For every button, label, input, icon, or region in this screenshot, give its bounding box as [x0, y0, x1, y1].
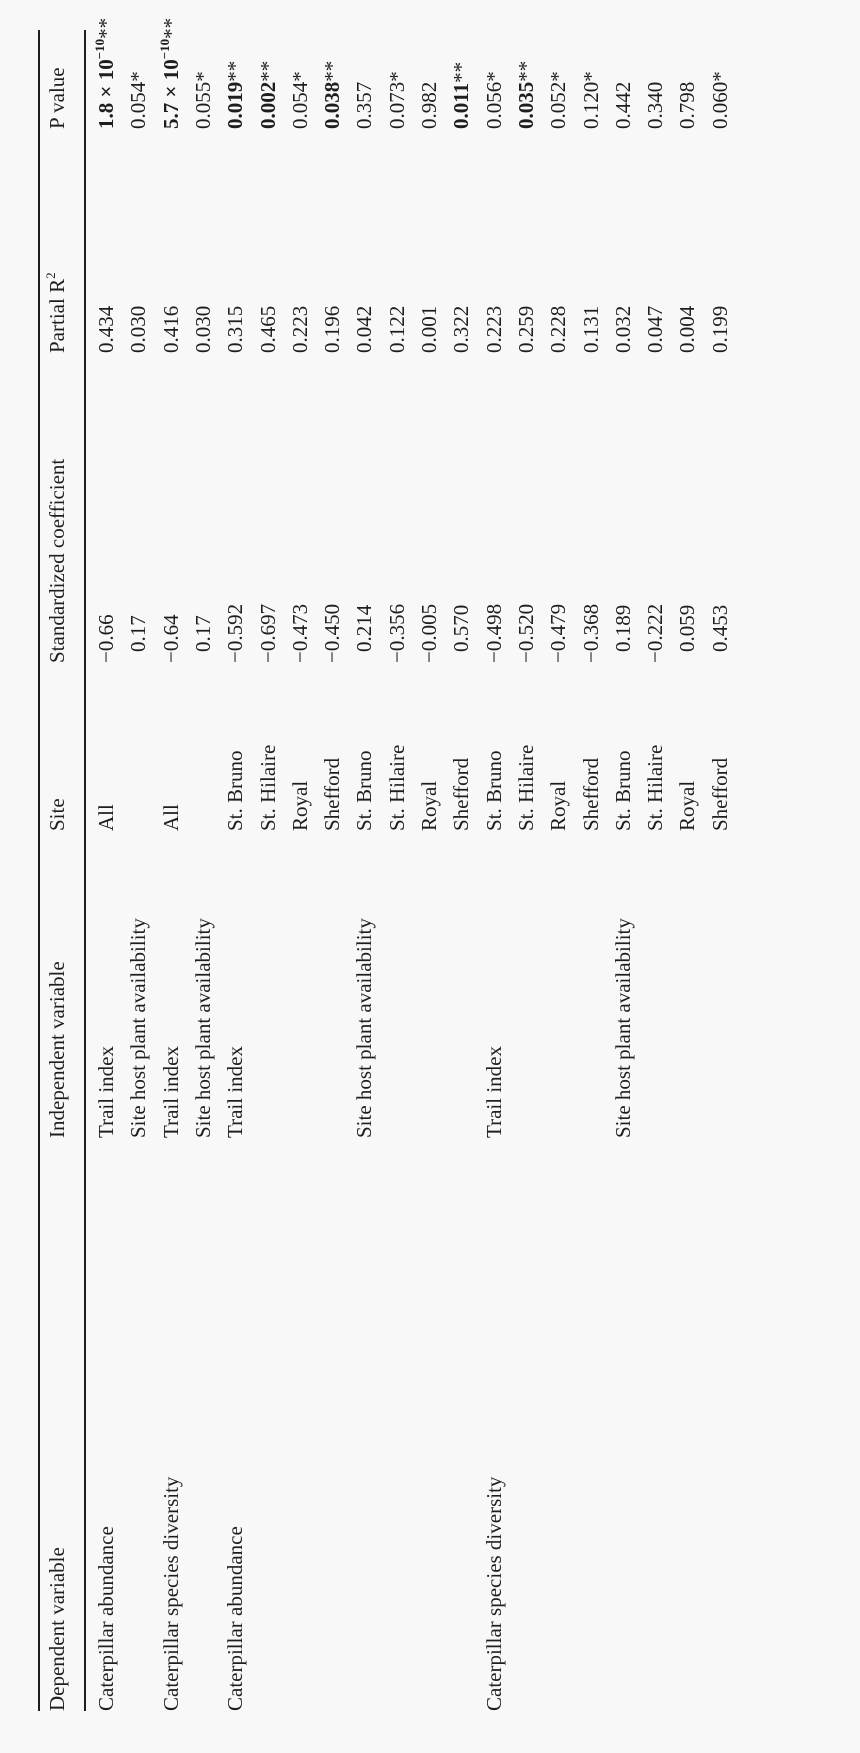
significance-stars: **	[223, 60, 247, 82]
partial-r2-cell: 0.434	[94, 305, 118, 353]
coefficient-cell: 0.17	[191, 615, 215, 652]
p-value-number: 0.038	[320, 81, 344, 129]
p-value-cell	[157, 17, 183, 129]
coefficient-cell: −0.498	[482, 603, 506, 663]
p-value-cell	[419, 82, 440, 129]
header-standardized-coefficient: Standardized coefficient	[45, 458, 69, 663]
coefficient-cell: −0.64	[159, 614, 183, 663]
site-cell: St. Bruno	[482, 750, 506, 831]
significance-stars: *	[546, 71, 570, 82]
dependent-variable-cell: Caterpillar species diversity	[159, 1476, 183, 1711]
p-value-number: 0.019	[223, 81, 247, 129]
p-value-cell	[258, 61, 279, 129]
p-value-cell	[193, 71, 214, 129]
significance-stars: **	[256, 60, 280, 82]
site-cell: Royal	[288, 780, 312, 831]
independent-variable-cell: Trail index	[482, 1046, 506, 1138]
p-value-number: 0.120	[579, 81, 603, 129]
independent-variable-cell: Site host plant availability	[611, 918, 635, 1138]
site-cell: St. Bruno	[352, 750, 376, 831]
p-value-exponent: −10	[92, 38, 107, 60]
significance-stars: **	[449, 61, 473, 83]
p-value-number: 5.7 × 10	[159, 59, 183, 129]
p-value-cell	[548, 71, 569, 129]
partial-r2-cell: 0.001	[417, 305, 441, 353]
p-value-exponent: −10	[157, 38, 172, 60]
dependent-variable-cell: Caterpillar abundance	[94, 1526, 118, 1711]
coefficient-cell: −0.356	[385, 603, 409, 663]
p-value-number: 0.054	[288, 81, 312, 129]
site-cell: Royal	[546, 780, 570, 831]
significance-stars: *	[288, 71, 312, 82]
site-cell: St. Hilaire	[256, 744, 280, 831]
header-partial-r2	[43, 272, 69, 353]
site-cell: St. Hilaire	[514, 744, 538, 831]
partial-r2-cell: 0.196	[320, 305, 344, 353]
p-value-number: 0.056	[482, 81, 506, 129]
partial-r2-cell: 0.030	[126, 305, 150, 353]
partial-r2-cell: 0.004	[675, 305, 699, 353]
p-value-cell	[451, 62, 472, 129]
coefficient-cell: −0.479	[546, 603, 570, 663]
site-cell: St. Bruno	[223, 750, 247, 831]
site-cell: Royal	[675, 780, 699, 831]
p-value-cell	[354, 82, 375, 129]
partial-r2-cell: 0.223	[482, 305, 506, 353]
p-value-cell	[225, 61, 246, 129]
partial-r2-cell: 0.228	[546, 305, 570, 353]
coefficient-cell: −0.520	[514, 603, 538, 663]
partial-r2-cell: 0.030	[191, 305, 215, 353]
significance-stars: **	[320, 60, 344, 82]
p-value-cell	[92, 17, 118, 129]
independent-variable-cell: Site host plant availability	[352, 918, 376, 1138]
significance-stars: *	[191, 71, 215, 82]
coefficient-cell: 0.059	[675, 604, 699, 652]
coefficient-cell: −0.697	[256, 603, 280, 663]
partial-r2-cell: 0.322	[449, 305, 473, 353]
partial-r2-cell: 0.032	[611, 305, 635, 353]
site-cell: St. Bruno	[611, 750, 635, 831]
p-value-number: 0.052	[546, 81, 570, 129]
site-cell: Royal	[417, 780, 441, 831]
p-value-number: 0.798	[675, 81, 699, 129]
p-value-cell	[290, 71, 311, 129]
p-value-cell	[128, 71, 149, 129]
top-rule	[38, 30, 40, 1711]
coefficient-cell: −0.368	[579, 603, 603, 663]
p-value-cell	[677, 82, 698, 129]
coefficient-cell: 0.570	[449, 604, 473, 652]
significance-stars: *	[385, 71, 409, 82]
site-cell: Shefford	[449, 757, 473, 831]
independent-variable-cell: Site host plant availability	[191, 918, 215, 1138]
header-r-superscript: 2	[43, 272, 58, 279]
dependent-variable-cell: Caterpillar abundance	[223, 1526, 247, 1711]
header-rule	[84, 30, 86, 1711]
partial-r2-cell: 0.042	[352, 305, 376, 353]
p-value-number: 0.340	[643, 81, 667, 129]
header-partial-r-text: Partial R	[45, 278, 69, 353]
partial-r2-cell: 0.315	[223, 305, 247, 353]
independent-variable-cell: Trail index	[94, 1046, 118, 1138]
significance-stars: *	[708, 71, 732, 82]
p-value-number: 0.011	[449, 82, 473, 129]
coefficient-cell: −0.66	[94, 614, 118, 663]
partial-r2-cell: 0.416	[159, 305, 183, 353]
independent-variable-cell: Trail index	[223, 1046, 247, 1138]
independent-variable-cell: Site host plant availability	[126, 918, 150, 1138]
site-cell: All	[94, 804, 118, 831]
p-value-cell	[613, 82, 634, 129]
site-cell: St. Hilaire	[385, 744, 409, 831]
coefficient-cell: −0.473	[288, 603, 312, 663]
partial-r2-cell: 0.199	[708, 305, 732, 353]
coefficient-cell: 0.214	[352, 604, 376, 652]
partial-r2-cell: 0.131	[579, 305, 603, 353]
site-cell: Shefford	[708, 757, 732, 831]
site-cell: All	[159, 804, 183, 831]
p-value-cell	[322, 61, 343, 129]
header-p-value: P value	[45, 67, 69, 129]
coefficient-cell: −0.450	[320, 603, 344, 663]
header-dependent-variable: Dependent variable	[45, 1547, 69, 1711]
p-value-number: 0.060	[708, 81, 732, 129]
site-cell: St. Hilaire	[643, 744, 667, 831]
significance-stars: **	[159, 17, 183, 39]
p-value-cell	[581, 71, 602, 129]
site-cell: Shefford	[320, 757, 344, 831]
coefficient-cell: 0.189	[611, 604, 635, 652]
p-value-cell	[645, 82, 666, 129]
p-value-cell	[484, 71, 505, 129]
coefficient-cell: 0.17	[126, 615, 150, 652]
partial-r2-cell: 0.259	[514, 305, 538, 353]
independent-variable-cell: Trail index	[159, 1046, 183, 1138]
partial-r2-cell: 0.047	[643, 305, 667, 353]
significance-stars: *	[126, 71, 150, 82]
p-value-cell	[710, 71, 731, 129]
p-value-cell	[387, 71, 408, 129]
partial-r2-cell: 0.122	[385, 305, 409, 353]
coefficient-cell: −0.005	[417, 603, 441, 663]
p-value-number: 0.002	[256, 81, 280, 129]
header-independent-variable: Independent variable	[45, 961, 69, 1138]
partial-r2-cell: 0.465	[256, 305, 280, 353]
header-site: Site	[45, 798, 69, 831]
p-value-number: 0.073	[385, 81, 409, 129]
p-value-number: 0.054	[126, 81, 150, 129]
p-value-number: 0.055	[191, 81, 215, 129]
p-value-number: 0.442	[611, 81, 635, 129]
coefficient-cell: −0.222	[643, 603, 667, 663]
significance-stars: **	[514, 60, 538, 82]
p-value-number: 0.035	[514, 81, 538, 129]
significance-stars: *	[482, 71, 506, 82]
coefficient-cell: 0.453	[708, 604, 732, 652]
significance-stars: *	[579, 71, 603, 82]
site-cell: Shefford	[579, 757, 603, 831]
partial-r2-cell: 0.223	[288, 305, 312, 353]
significance-stars: **	[94, 17, 118, 39]
p-value-number: 0.357	[352, 81, 376, 129]
p-value-cell	[516, 61, 537, 129]
p-value-number: 1.8 × 10	[94, 59, 118, 129]
p-value-number: 0.982	[417, 81, 441, 129]
dependent-variable-cell: Caterpillar species diversity	[482, 1476, 506, 1711]
coefficient-cell: −0.592	[223, 603, 247, 663]
